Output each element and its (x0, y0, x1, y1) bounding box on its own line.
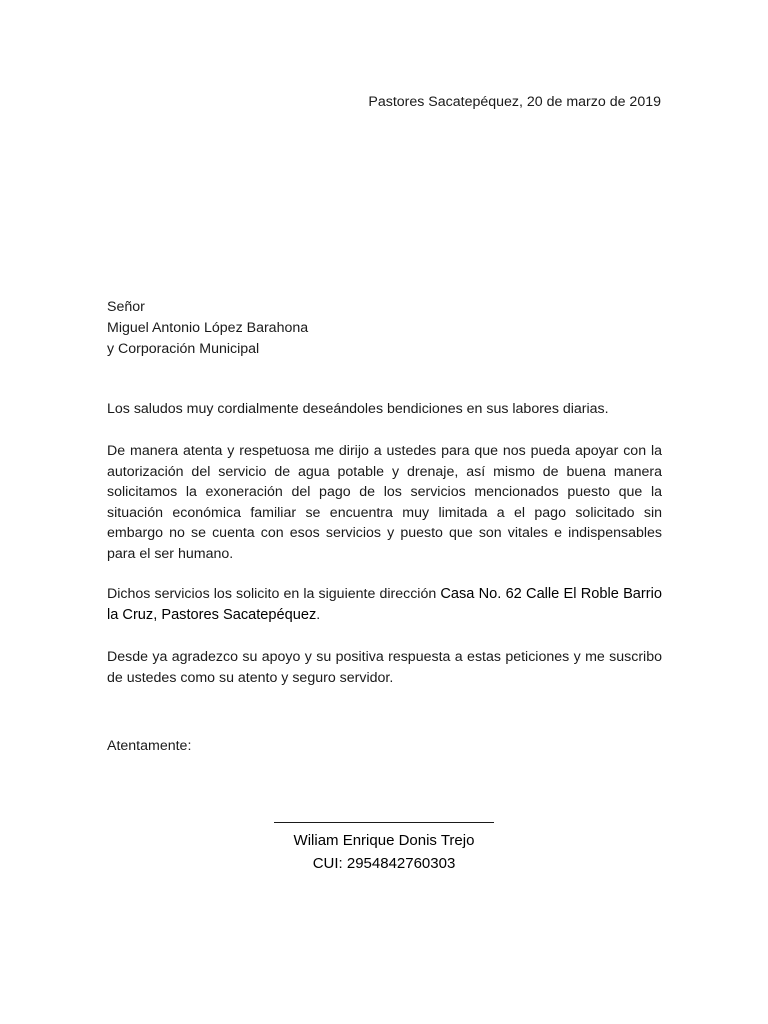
address-period: . (316, 606, 321, 623)
recipient-name: Miguel Antonio López Barahona (107, 320, 309, 336)
address-text: Casa No. 62 Calle El Roble Barrio la Cruz, Pastores Sacatepéquez (107, 586, 662, 623)
address-paragraph (107, 584, 662, 625)
thanks-paragraph: Desde ya agradezco su apoyo y su positiva respuesta a estas peticiones y me suscribo de ustedes como su atento y seguro servidor. (107, 649, 662, 686)
closing-line: Atentamente: (107, 738, 192, 754)
recipient-block (107, 297, 308, 360)
recipient-organization: y Corporación Municipal (107, 341, 260, 357)
address-intro-text: Dichos servicios los solicito en la siguiente dirección (107, 586, 441, 602)
request-paragraph: De manera atenta y respetuosa me dirijo a ustedes para que nos pueda apoyar con la autorización del servicio de agua potable y drenaje, así mismo de buena manera solicitamos la exoneración del pago de los servicios mencionados puesto que la situación económica familiar se encuentra muy limitada a el pago solicitado sin embargo no se cuenta con esos servicios y puesto que son vitales e indispensables para el ser humano. (107, 443, 662, 562)
signer-cui: CUI: 2954842760303 (312, 855, 456, 872)
greeting-line: Los saludos muy cordialmente deseándoles bendiciones en sus labores diarias. (107, 401, 609, 417)
recipient-title: Señor (107, 299, 145, 315)
signer-name: Wiliam Enrique Donis Trejo (293, 832, 475, 849)
signature-line (274, 804, 494, 823)
letter-date: Pastores Sacatepéquez, 20 de marzo de 2019 (368, 94, 661, 110)
signature-block (0, 804, 768, 875)
